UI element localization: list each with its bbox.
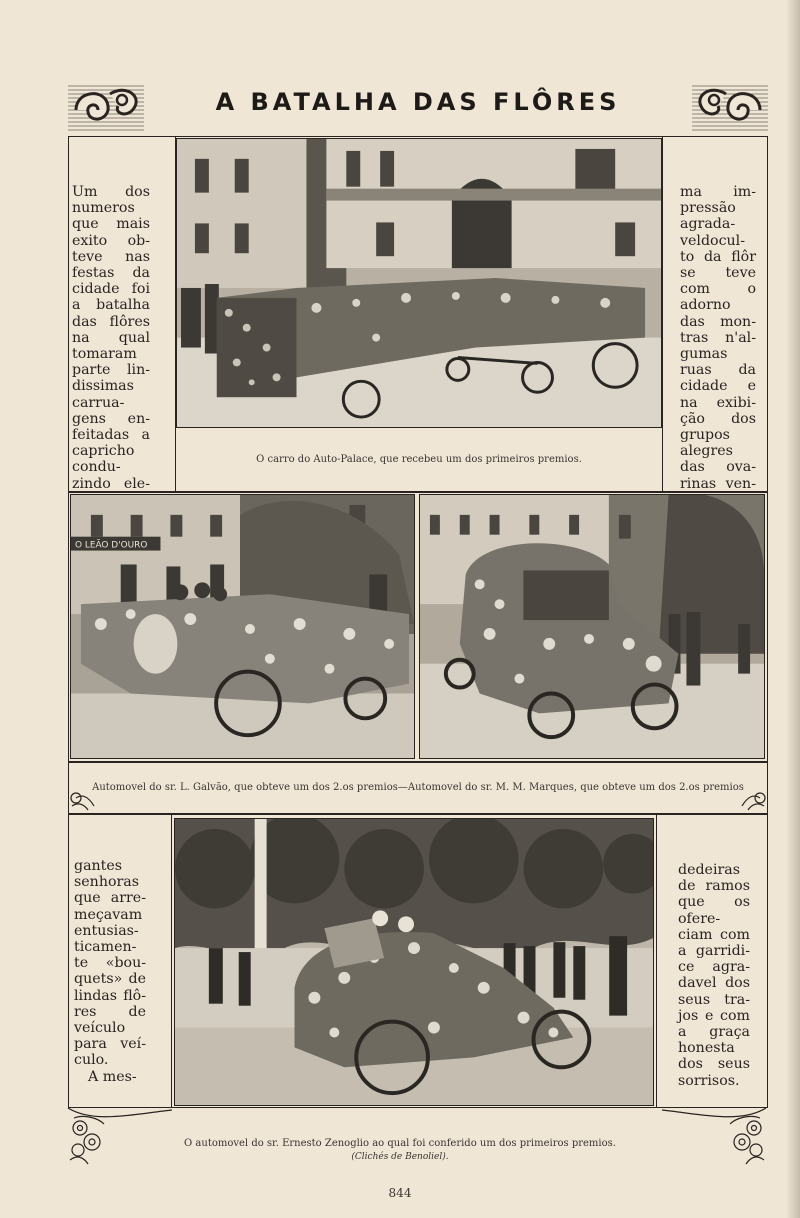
left-column-top <box>72 184 150 492</box>
text-line: agrada- <box>680 216 736 233</box>
text-line: ciam com <box>678 926 750 943</box>
text-line: ma im- <box>680 184 756 200</box>
text-line: dissimas <box>72 378 134 395</box>
page-edge-shadow <box>786 0 800 1218</box>
text-line: meçavam <box>74 906 143 923</box>
middle-left-flourish-icon <box>68 782 98 812</box>
text-line: honesta <box>678 1040 735 1057</box>
text-line: ruas da <box>680 362 756 379</box>
text-line: Um dos <box>72 184 150 200</box>
text-line: ticamen- <box>74 939 137 956</box>
text-line: tomaram <box>72 346 137 363</box>
left-column-bottom <box>74 858 146 1085</box>
text-line: que mais <box>72 216 150 233</box>
page-title: A BATALHA DAS FLÔRES <box>215 88 621 116</box>
text-line: veículo <box>74 1020 126 1037</box>
text-line: culo. <box>74 1052 109 1069</box>
middle-right-flourish-icon <box>738 782 768 812</box>
right-title-ornament-icon <box>690 80 770 134</box>
text-line: festas da <box>72 265 150 282</box>
left-title-ornament-icon <box>66 80 146 134</box>
text-line: tras n'al- <box>680 329 756 346</box>
text-line: adorno <box>680 297 731 314</box>
bottom-left-floral-flourish-icon <box>64 1104 174 1166</box>
text-line: das ova- <box>680 459 756 476</box>
text-line: das mon- <box>680 313 756 330</box>
text-line: entusias- <box>74 922 139 939</box>
text-line: ção dos <box>680 410 756 427</box>
text-line: condu- <box>72 459 121 476</box>
text-line: feitadas a <box>72 427 150 444</box>
text-line: a garridi- <box>678 943 750 960</box>
text-line: quets» de <box>74 971 146 988</box>
text-line: a batalha <box>72 297 150 314</box>
text-line: gantes <box>74 858 123 874</box>
text-line: alegres <box>680 443 733 460</box>
text-line: que arre- <box>74 890 146 907</box>
text-line: veldocul- <box>680 232 745 249</box>
text-line: grupos <box>680 427 730 444</box>
text-line: de ramos <box>678 878 750 895</box>
title-bar <box>66 78 770 136</box>
text-line: das flôres <box>72 313 150 330</box>
text-line: exito ob- <box>72 232 150 249</box>
text-line: cidade foi <box>72 281 150 298</box>
text-line: com o <box>680 281 756 298</box>
text-line: dos seus <box>678 1056 750 1073</box>
bottom-photo-caption: O automovel do sr. Ernesto Zenoglio ao qual foi conferido um dos primeiros premios. <box>184 1138 616 1149</box>
text-line: to da flôr <box>680 248 756 265</box>
page-number: 844 <box>388 1186 412 1200</box>
text-line: rinas ven- <box>680 475 756 492</box>
text-line: teve nas <box>72 248 150 265</box>
auto-palace-float-photo <box>176 138 662 428</box>
zenoglio-automobile-photo <box>174 818 654 1106</box>
text-line: dedeiras <box>678 862 741 878</box>
text-line: a graça <box>678 1024 750 1041</box>
marques-automobile-photo <box>419 494 765 759</box>
text-line: gumas <box>680 346 728 363</box>
text-line: te «bou- <box>74 955 146 972</box>
text-line: numeros <box>72 200 135 217</box>
text-line: lindas flô- <box>74 987 146 1004</box>
top-photo-caption: O carro do Auto-Palace, que recebeu um dos primeiros premios. <box>256 454 582 465</box>
text-line: senhoras <box>74 874 140 891</box>
right-column-top <box>680 184 756 492</box>
text-line: res de <box>74 1003 146 1020</box>
text-line: parte lin- <box>72 362 150 379</box>
text-line: A mes- <box>88 1068 137 1085</box>
text-line: gens en- <box>72 410 150 427</box>
text-line: carrua- <box>72 394 125 411</box>
text-line: ofere- <box>678 910 721 927</box>
text-line: davel dos <box>678 975 750 992</box>
text-line: zindo ele- <box>72 475 150 492</box>
photo-credit: (Clichés de Benoliel). <box>351 1152 449 1162</box>
text-line: sorrisos. <box>678 1072 740 1089</box>
text-line: para veí- <box>74 1036 146 1053</box>
galvao-automobile-photo <box>70 494 415 759</box>
middle-photos-caption: Automovel do sr. L. Galvão, que obteve um dos 2.os premios—Automovel do sr. M. M. Marques, que obteve um dos 2.os premios <box>92 782 744 793</box>
text-line: na qual <box>72 329 150 346</box>
text-line: ce agra- <box>678 959 750 976</box>
bottom-right-floral-flourish-icon <box>660 1104 770 1166</box>
text-line: capricho <box>72 443 135 460</box>
text-line: que os <box>678 894 750 911</box>
shop-sign-text: O LEÃO D'OURO <box>74 540 148 551</box>
right-column-bottom <box>678 862 750 1089</box>
text-line: cidade e <box>680 378 756 395</box>
text-line: na exibi- <box>680 394 756 411</box>
text-line: jos e com <box>678 1007 750 1024</box>
text-line: pressão <box>680 200 736 217</box>
text-line: se teve <box>680 265 756 282</box>
text-line: seus tra- <box>678 991 750 1008</box>
